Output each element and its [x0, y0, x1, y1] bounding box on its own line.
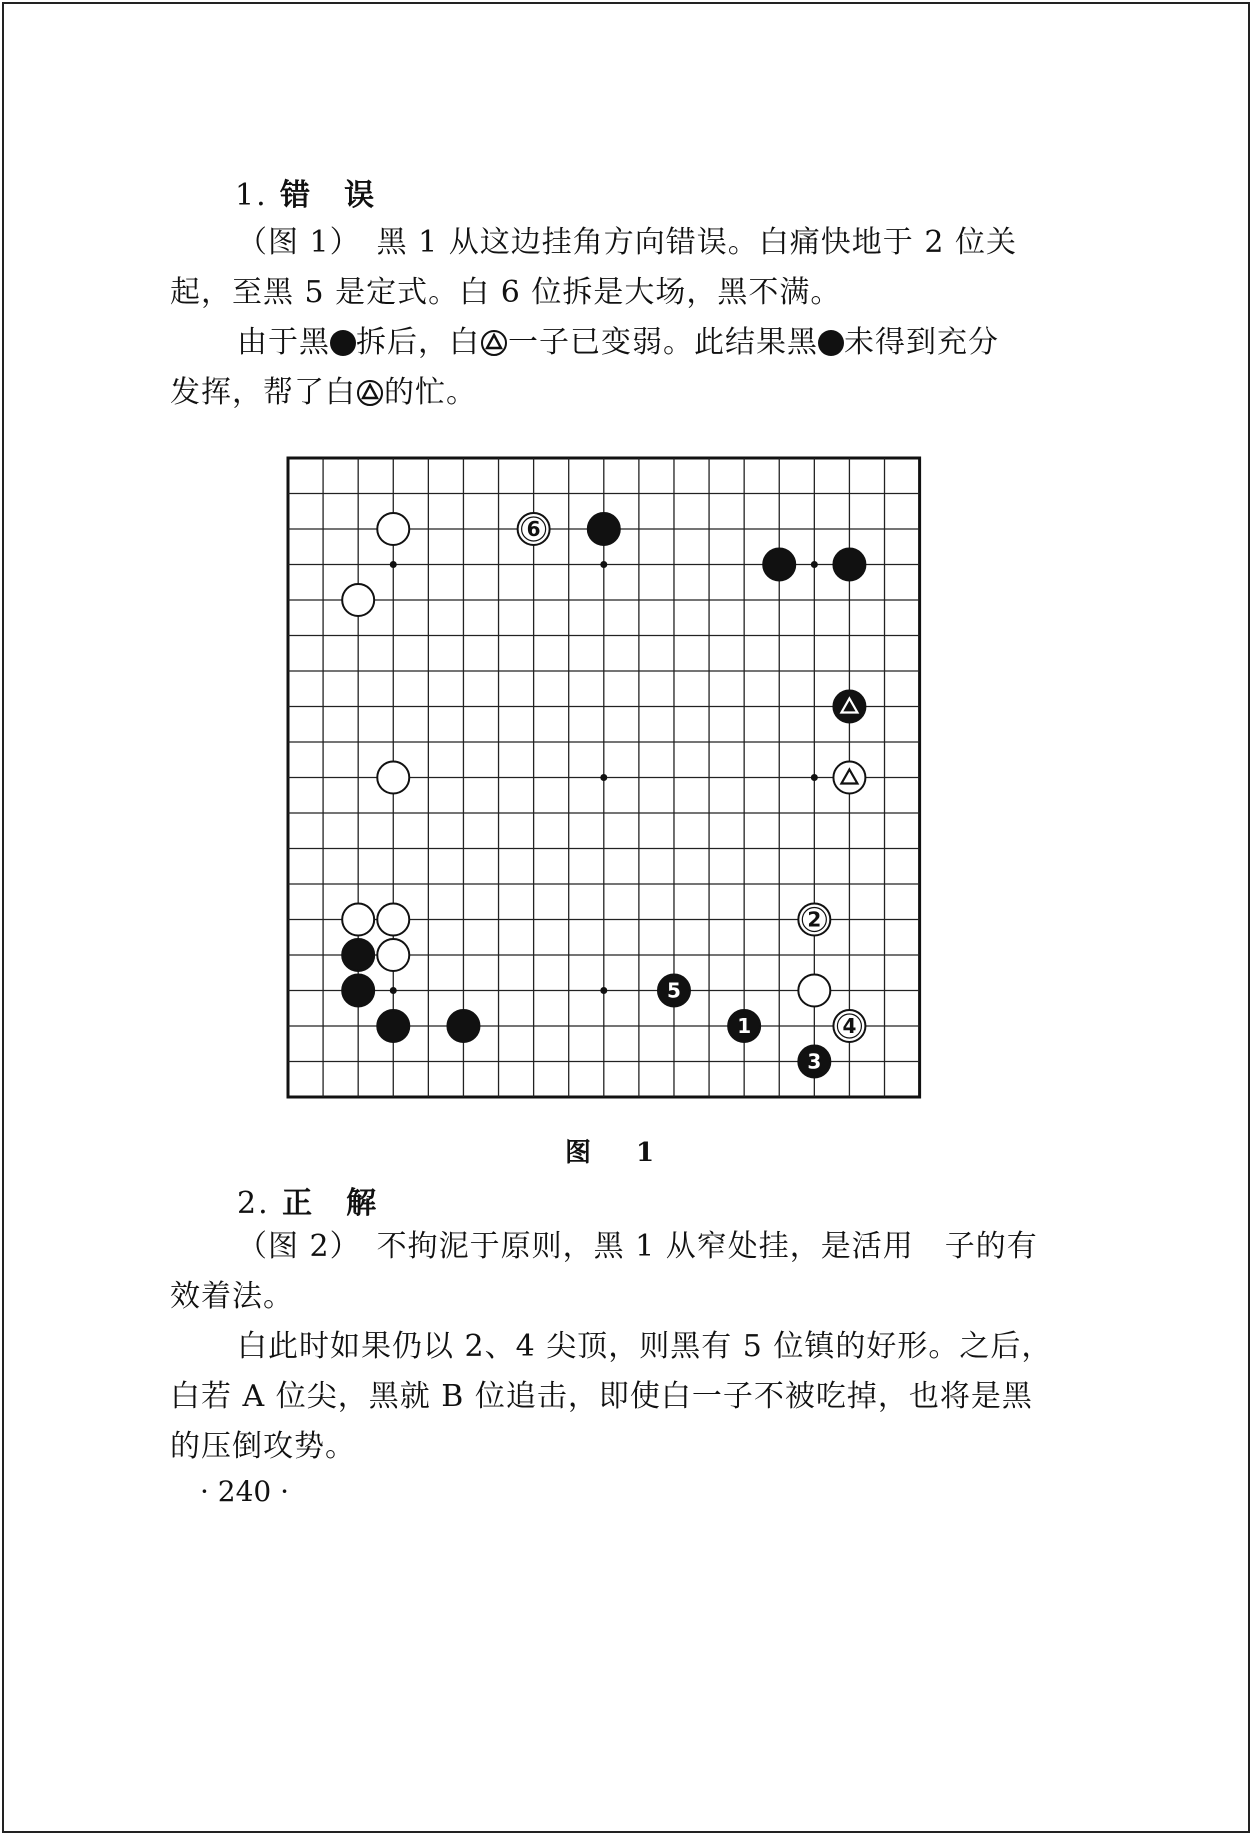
black-stone: [342, 975, 374, 1007]
figure-caption: 图 1: [565, 1138, 673, 1168]
black-stone-1: [728, 1010, 760, 1042]
text-run: 拆后，白: [356, 325, 480, 360]
white-stone: [377, 939, 409, 971]
text-run: 的忙。: [384, 375, 477, 410]
text-run: 未得到充分: [844, 325, 999, 360]
svg-text:5: 5: [667, 978, 681, 1003]
section2-paragraph1-line1: （图 2） 不拘泥于原则，黑 1 从窄处挂，是活用 子的有: [237, 1229, 1038, 1264]
svg-text:1: 1: [737, 1014, 752, 1038]
svg-text:3: 3: [807, 1049, 822, 1074]
section2-paragraph1-line2: 效着法。: [170, 1279, 294, 1314]
black-stone: [833, 549, 865, 581]
white-stone: [377, 904, 409, 936]
section1-paragraph2-line2: [170, 368, 477, 423]
section2-heading: [237, 1178, 378, 1222]
svg-text:4: 4: [842, 1014, 857, 1038]
white-stone-2: [798, 904, 830, 936]
star-point: [811, 561, 818, 568]
section1-paragraph1-line1: （图 1） 黑 1 从这边挂角方向错误。白痛快地于 2 位关: [237, 225, 1017, 260]
black-stone-3: [798, 1046, 830, 1078]
svg-text:6: 6: [526, 517, 541, 541]
white-stone-4: [833, 1010, 865, 1042]
section2-paragraph2-line2: 白若 A 位尖，黑就 B 位追击，即使白一子不被吃掉，也将是黑: [170, 1379, 1033, 1414]
section1-heading: [235, 170, 376, 214]
text-run: 一子已变弱。此结果黑: [508, 325, 818, 360]
section2-paragraph2-line3: 的压倒攻势。: [170, 1429, 356, 1464]
black-stone-5: [658, 975, 690, 1007]
section2-title: 正 解: [282, 1186, 379, 1221]
white-stone: [798, 975, 830, 1007]
white-stone: [377, 762, 409, 794]
white-stone: [342, 904, 374, 936]
section2-number: 2.: [237, 1186, 270, 1221]
text-run: 发挥，帮了白: [170, 375, 356, 410]
black-stone: [763, 549, 795, 581]
text-run: 由于黑: [237, 325, 330, 360]
white-stone-triangle: [833, 762, 865, 794]
star-point: [600, 561, 607, 568]
star-point: [390, 987, 397, 994]
black-stone: [342, 939, 374, 971]
svg-text:2: 2: [807, 907, 822, 932]
star-point: [390, 561, 397, 568]
black-stone: [447, 1010, 479, 1042]
black-stone: [588, 513, 620, 545]
white-triangle-stone-icon: [480, 323, 508, 373]
black-stone-triangle: [833, 691, 865, 723]
section1-paragraph1-line2: 起，至黑 5 是定式。白 6 位拆是大场，黑不满。: [170, 275, 842, 310]
page-number: · 240 ·: [200, 1475, 290, 1508]
section1-title: 错 误: [280, 178, 377, 213]
black-stone-icon: [818, 330, 844, 356]
section2-paragraph2-line1: 白此时如果仍以 2、4 尖顶，则黑有 5 位镇的好形。之后，: [237, 1329, 1053, 1364]
go-board-diagram: [285, 455, 925, 1105]
black-stone: [377, 1010, 409, 1042]
white-stone: [377, 513, 409, 545]
star-point: [600, 987, 607, 994]
star-point: [811, 774, 818, 781]
white-stone: [342, 584, 374, 616]
white-triangle-stone-icon: [356, 373, 384, 423]
black-stone-icon: [330, 330, 356, 356]
white-stone-6: [518, 513, 550, 545]
star-point: [600, 774, 607, 781]
section1-paragraph2-line1: [237, 318, 999, 373]
section1-number: 1.: [235, 178, 268, 213]
